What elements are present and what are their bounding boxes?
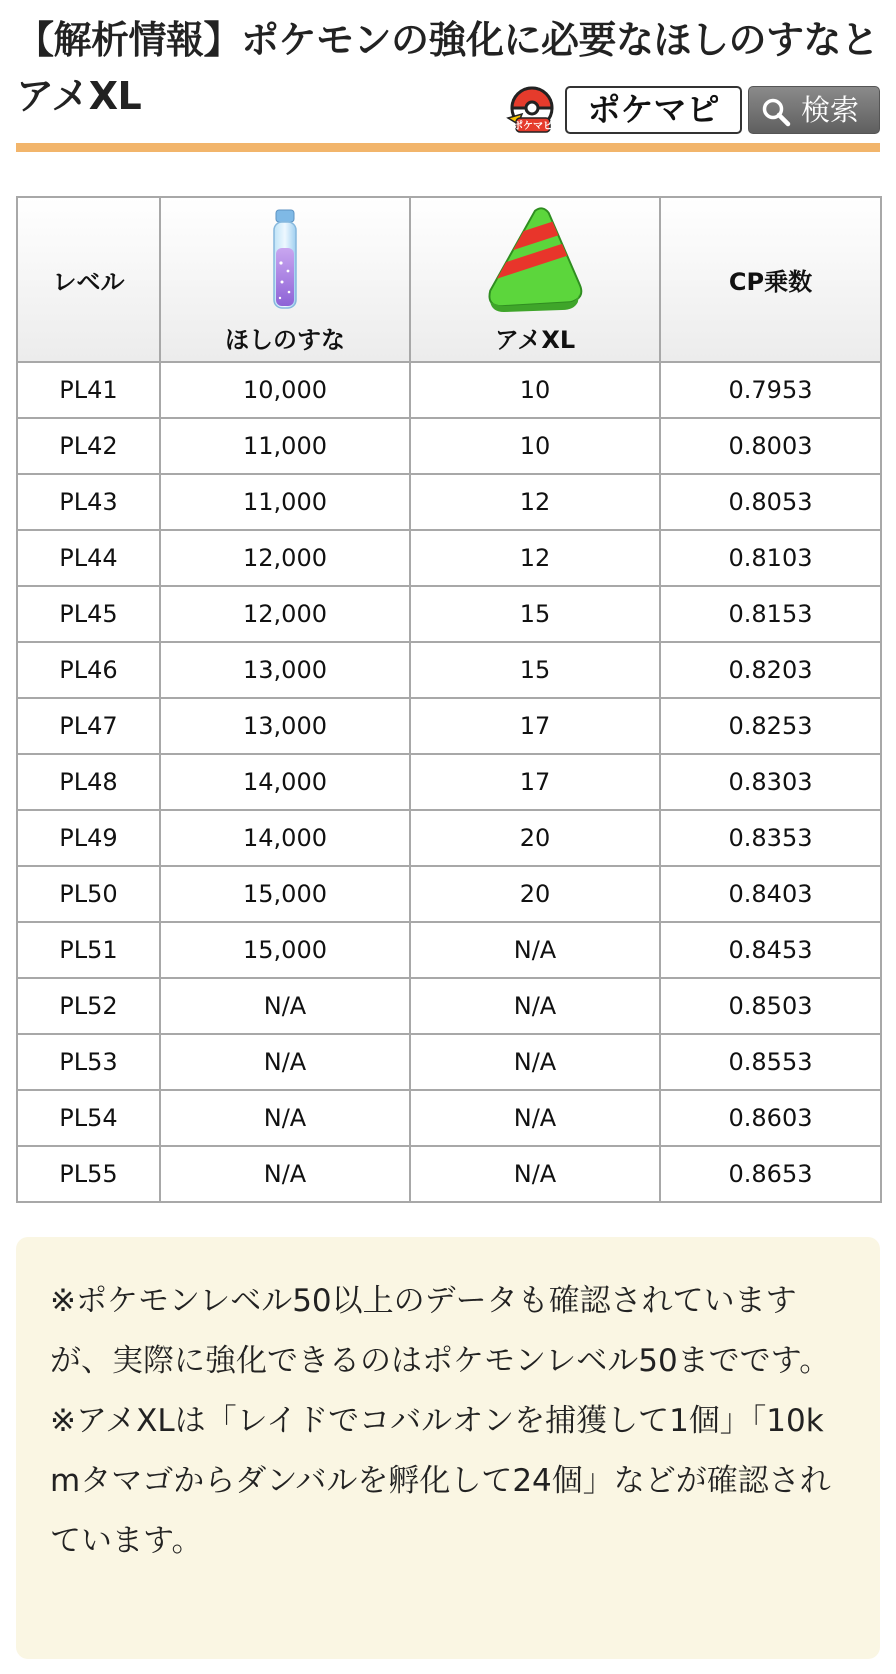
- stardust-cell: 13,000: [160, 698, 410, 754]
- stardust-cell: 15,000: [160, 866, 410, 922]
- table-row: [17, 810, 881, 866]
- table-row: [17, 586, 881, 642]
- cp-multiplier-cell: 0.8453: [660, 922, 881, 978]
- cp-multiplier-cell: 0.8153: [660, 586, 881, 642]
- xl-candy-cell: N/A: [410, 922, 660, 978]
- stardust-cell: 15,000: [160, 922, 410, 978]
- cp-multiplier-cell: 0.8253: [660, 698, 881, 754]
- level-cell: PL51: [17, 922, 160, 978]
- column-label: ほしのすな: [225, 325, 345, 354]
- table-row: [17, 1034, 881, 1090]
- table-row: [17, 474, 881, 530]
- table-row: [17, 978, 881, 1034]
- column-label: CP乗数: [728, 268, 813, 296]
- title-underline: [16, 143, 880, 152]
- pokemapi-home-button[interactable]: ポケマピ: [565, 86, 742, 134]
- level-cell: PL44: [17, 530, 160, 586]
- column-label: アメXL: [494, 325, 576, 354]
- cp-multiplier-cell: 0.8053: [660, 474, 881, 530]
- stardust-cell: 14,000: [160, 810, 410, 866]
- table-row: [17, 642, 881, 698]
- xl-candy-cell: 20: [410, 866, 660, 922]
- page-header: [0, 0, 896, 154]
- column-label: レベル: [52, 268, 125, 296]
- pokemapi-logo-icon: [504, 84, 562, 136]
- xl-candy-cell: N/A: [410, 978, 660, 1034]
- xl-candy-cell: 17: [410, 754, 660, 810]
- level-cell: PL54: [17, 1090, 160, 1146]
- level-cell: PL43: [17, 474, 160, 530]
- table-header-row: [17, 197, 881, 362]
- table-row: [17, 1146, 881, 1202]
- table-row: [17, 530, 881, 586]
- cp-multiplier-cell: 0.8503: [660, 978, 881, 1034]
- table-row: [17, 698, 881, 754]
- stardust-cell: 11,000: [160, 474, 410, 530]
- table-row: [17, 1090, 881, 1146]
- column-header-xl-candy: [410, 197, 660, 362]
- xl-candy-cell: 15: [410, 586, 660, 642]
- xl-candy-cell: 12: [410, 530, 660, 586]
- stardust-cell: 13,000: [160, 642, 410, 698]
- level-cell: PL49: [17, 810, 160, 866]
- stardust-cell: N/A: [160, 1034, 410, 1090]
- column-header-level: [17, 197, 160, 362]
- cp-multiplier-cell: 0.8653: [660, 1146, 881, 1202]
- level-cell: PL50: [17, 866, 160, 922]
- stardust-cell: 10,000: [160, 362, 410, 418]
- stardust-cell: 12,000: [160, 586, 410, 642]
- stardust-cell: 11,000: [160, 418, 410, 474]
- level-cell: PL55: [17, 1146, 160, 1202]
- stardust-vial-icon: [268, 208, 302, 312]
- xl-candy-cell: 10: [410, 418, 660, 474]
- table-row: [17, 754, 881, 810]
- table-row: [17, 362, 881, 418]
- cp-multiplier-cell: 0.8353: [660, 810, 881, 866]
- level-cell: PL46: [17, 642, 160, 698]
- xl-candy-cell: N/A: [410, 1090, 660, 1146]
- stardust-cell: N/A: [160, 978, 410, 1034]
- level-cell: PL41: [17, 362, 160, 418]
- cp-multiplier-cell: 0.7953: [660, 362, 881, 418]
- level-cell: PL53: [17, 1034, 160, 1090]
- search-button-label: 検索: [801, 93, 860, 127]
- note-paragraph: ※アメXLは「レイドでコバルオンを捕獲して1個」「10kmタマゴからダンバルを孵化して24個」などが確認されています。: [50, 1403, 831, 1559]
- page-title: 【解析情報】ポケモンの強化に必要なほしのすなとアメXL: [16, 18, 879, 118]
- table-row: [17, 922, 881, 978]
- note-paragraph: ※ポケモンレベル50以上のデータも確認されていますが、実際に強化できるのはポケモンレベル50までです。: [50, 1283, 831, 1379]
- upgrade-cost-table: [16, 196, 882, 1203]
- level-cell: PL42: [17, 418, 160, 474]
- cp-multiplier-cell: 0.8003: [660, 418, 881, 474]
- table-row: [17, 418, 881, 474]
- stardust-cell: N/A: [160, 1146, 410, 1202]
- level-cell: PL47: [17, 698, 160, 754]
- xl-candy-cell: N/A: [410, 1146, 660, 1202]
- column-header-cp-multiplier: [660, 197, 881, 362]
- cp-multiplier-cell: 0.8553: [660, 1034, 881, 1090]
- xl-candy-cell: 17: [410, 698, 660, 754]
- xl-candy-cell: N/A: [410, 1034, 660, 1090]
- column-header-stardust: [160, 197, 410, 362]
- table-body: [17, 362, 881, 1202]
- cp-multiplier-cell: 0.8603: [660, 1090, 881, 1146]
- search-button[interactable]: [748, 86, 880, 134]
- search-icon: [761, 97, 791, 127]
- note-box: [16, 1237, 880, 1659]
- stardust-cell: N/A: [160, 1090, 410, 1146]
- cp-multiplier-cell: 0.8403: [660, 866, 881, 922]
- logo-text: ポケマピ: [513, 121, 553, 132]
- stardust-cell: 14,000: [160, 754, 410, 810]
- table-row: [17, 866, 881, 922]
- cp-multiplier-cell: 0.8103: [660, 530, 881, 586]
- xl-candy-cell: 15: [410, 642, 660, 698]
- xl-candy-icon: [483, 205, 587, 312]
- xl-candy-cell: 12: [410, 474, 660, 530]
- level-cell: PL52: [17, 978, 160, 1034]
- level-cell: PL45: [17, 586, 160, 642]
- xl-candy-cell: 20: [410, 810, 660, 866]
- xl-candy-cell: 10: [410, 362, 660, 418]
- cp-multiplier-cell: 0.8203: [660, 642, 881, 698]
- cp-multiplier-cell: 0.8303: [660, 754, 881, 810]
- stardust-cell: 12,000: [160, 530, 410, 586]
- level-cell: PL48: [17, 754, 160, 810]
